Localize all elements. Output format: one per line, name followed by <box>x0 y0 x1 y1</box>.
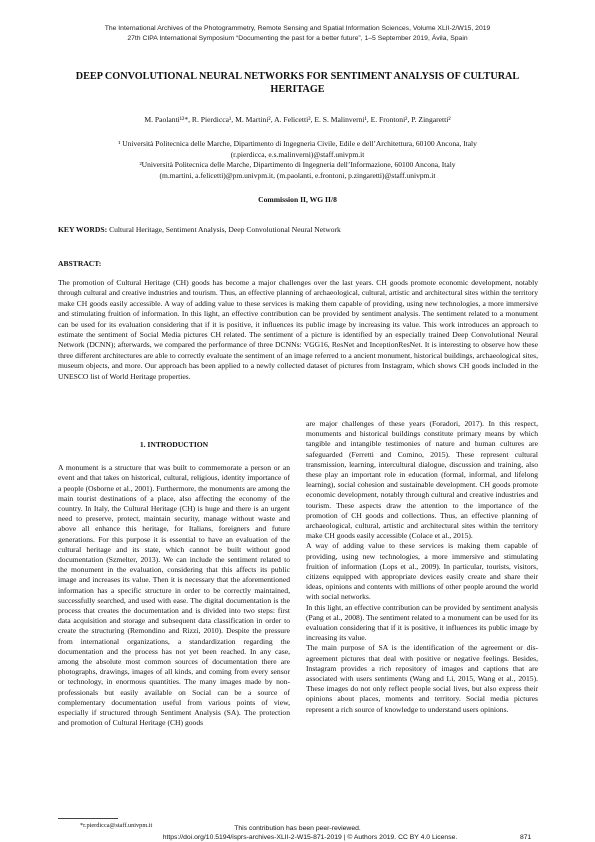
affiliation-1: ¹ Università Politecnica delle Marche, Dipartimento di Ingegneria Civile, Edile e dell’Architettura, 60100 Ancona, Italy <box>118 139 477 148</box>
header-line-2: 27th CIPA International Symposium “Documenting the past for a better future”, 1–5 September 2019, Ávila, Spain <box>127 34 468 42</box>
section-heading-introduction: 1. INTRODUCTION <box>139 440 209 449</box>
intro-paragraph-left: A monument is a structure that was built to commemorate a person or an event and that takes on historical, cultural, religious, identity importance of a people (Osborne et al., 2001). Furthermore, the monuments are among the main tourist destinations of a place, also affecting the economy of the country. In Italy, the Cultural Heritage (CH) is huge and there is an urgent need to preserve, protect, maintain security, manage without waste and above all enhance this heritage, for Italians, foreigners and future generations. For this purpose it is essential to have an evaluation of the cultural heritage and its state, which cannot be built without good documentation (Szmelter, 2013). We can include the sentiment related to the monument in the evaluation, considering that this affects its public image and increases its value. Then it is necessary that the aforementioned information has a specific structure in order to be correctly maintained, successfully searched, and used with ease. The digital documentation is the process that creates the documentation and is divided into two steps: first data acquisition and storage and subsequent data classification in order to create the structuring (Remondino and Rizzi, 2010). Despite the pressure from international organizations, a standardization regarding the documentation and the process has not yet been reached. In any case, among the absolute most common sources of documentation there are photographs, drawings, images of all kinds, and coming from every sensor or technology, in enormous quantities. The many images made by non-professionals but easily available on Social can be a source of complementary documentation useful from various points of view, especially if structured through Sentiment Analysis (SA). The protection and promotion of Cultural Heritage (CH) goods <box>58 463 290 728</box>
header-line-1: The International Archives of the Photogrammetry, Remote Sensing and Spatial Information Sciences, Volume XLII-2/W15, 2019 <box>104 25 491 32</box>
affiliation-2: ²Università Politecnica delle Marche, Dipartimento di Ingegneria dell’Informazione, 60100 Ancona, Italy <box>139 160 456 169</box>
intro-paragraph-right-4: The main purpose of SA is the identification of the agreement or dis-agreement pictures that deal with positive or negative feelings. Besides, Instagram provides a rich repository of images and captions that are associated with users sentiments (Wang and Li, 2015, Wang et al., 2015). These images do not only reflect people social lives, but also express their opinions about places, moments and territory. Social media pictures represent a rich source of knowledge to understand users opinions. <box>306 643 538 714</box>
corresponding-author-footnote: *r.pierdicca@staff.univpm.it <box>80 822 153 829</box>
running-header <box>0 24 595 43</box>
intro-paragraph-right-2: A way of adding value to these services is making them capable of providing, using new technologies, a more immersive and stimulating fruition of information (Lops et al., 2009). In particular, tourists, visitors, citizens equipped with appropriate devices easily create and share their ideas, opinions and contents with millions of other people around the world with social networks. <box>306 541 538 602</box>
footnote-rule <box>58 818 118 819</box>
paper-title: DEEP CONVOLUTIONAL NEURAL NETWORKS FOR SENTIMENT ANALYSIS OF CULTURAL HERITAGE <box>75 71 520 95</box>
affiliations <box>20 139 575 181</box>
commission-label: Commission II, WG II/8 <box>258 195 337 204</box>
page-number: 871 <box>520 834 532 841</box>
abstract-heading: ABSTRACT: <box>58 259 102 268</box>
abstract-body: The promotion of Cultural Heritage (CH) goods has become a major challenges over the last years. CH goods promote economic development, notably through cultural and creative industries and tourism. Thus, an effective planning of archaeological, cultural, artistic and architectural sites within the territory make CH goods easily accessible. A way of adding value to these services is making them capable of providing, using new technologies, a more immersive and stimulating fruition of information. In this light, an effective contribution can be provided by sentiment analysis. The sentiment related to a monument can be used for its evaluation considering that if it is positive, it influences its public image by increasing its value. This work introduces an approach to estimate the sentiment of Social Media pictures CH related. The sentiment of a picture is identified by an especially trained Deep Convolutional Neural Network (DCNN); afterwards, we compared the performance of three DCNNs: VGG16, ResNet and InceptionResNet. It is interesting to observe how these three different architectures are able to correctly evaluate the sentiment of an image referred to a ancient monument, historical buildings, archaeological sites, museum objects, and more. Our approach has been applied to a newly collected dataset of pictures from Instagram, which shows CH goods included in the UNESCO list of World Heritage properties. <box>58 278 538 381</box>
affiliation-1-emails: (r.pierdicca, e.s.malinverni)@staff.univpm.it <box>230 149 365 159</box>
affiliation-2-emails: (m.martini, a.felicetti)@pm.univpm.it, (m.paolanti, e.frontoni, p.zingaretti)@staff.univpm.it <box>159 170 436 180</box>
keywords <box>58 225 538 235</box>
intro-paragraph-right-1: are major challenges of these years (Foradori, 2017). In this respect, monuments and historical buildings constitute primary means by which tangible and intangible testimonies of nature and human cultures are safeguarded (Ferretti and Comino, 2015). These represent cultural transmission, learning, intercultural dialogue, discussion and training, also these play an important role in education (formal, informal, and lifelong learning), social cohesion and sustainable development. CH goods promote economic development, notably through cultural and creative industries and tourism. These aspects draw the attention to the importance of the promotion of CH goods and collections. Thus, an effective planning of archaeological, cultural, artistic and architectural sites within the territory make CH goods easily accessible (Colace et al., 2015). <box>306 419 538 541</box>
peer-review-note: This contribution has been peer-reviewed. <box>234 825 361 832</box>
author-list: M. Paolanti¹²*, R. Pierdicca¹, M. Martini², A. Felicetti², E. S. Malinverni¹, E. Frontoni², P. Zingaretti² <box>144 115 451 124</box>
keywords-label: KEY WORDS: <box>58 225 108 234</box>
doi-license-link[interactable]: https://doi.org/10.5194/isprs-archives-XLII-2-W15-871-2019 | © Authors 2019. CC BY 4.0 License. <box>162 834 458 841</box>
intro-paragraph-right-3: In this light, an effective contribution can be provided by sentiment analysis (Pang et al., 2008). The sentiment related to a monument can be used for its evaluation considering that if it is positive, it influences its public image by increasing its value. <box>306 602 538 643</box>
keywords-text: Cultural Heritage, Sentiment Analysis, Deep Convolutional Neural Network <box>109 225 341 234</box>
right-column <box>306 419 538 715</box>
left-column <box>58 440 290 728</box>
